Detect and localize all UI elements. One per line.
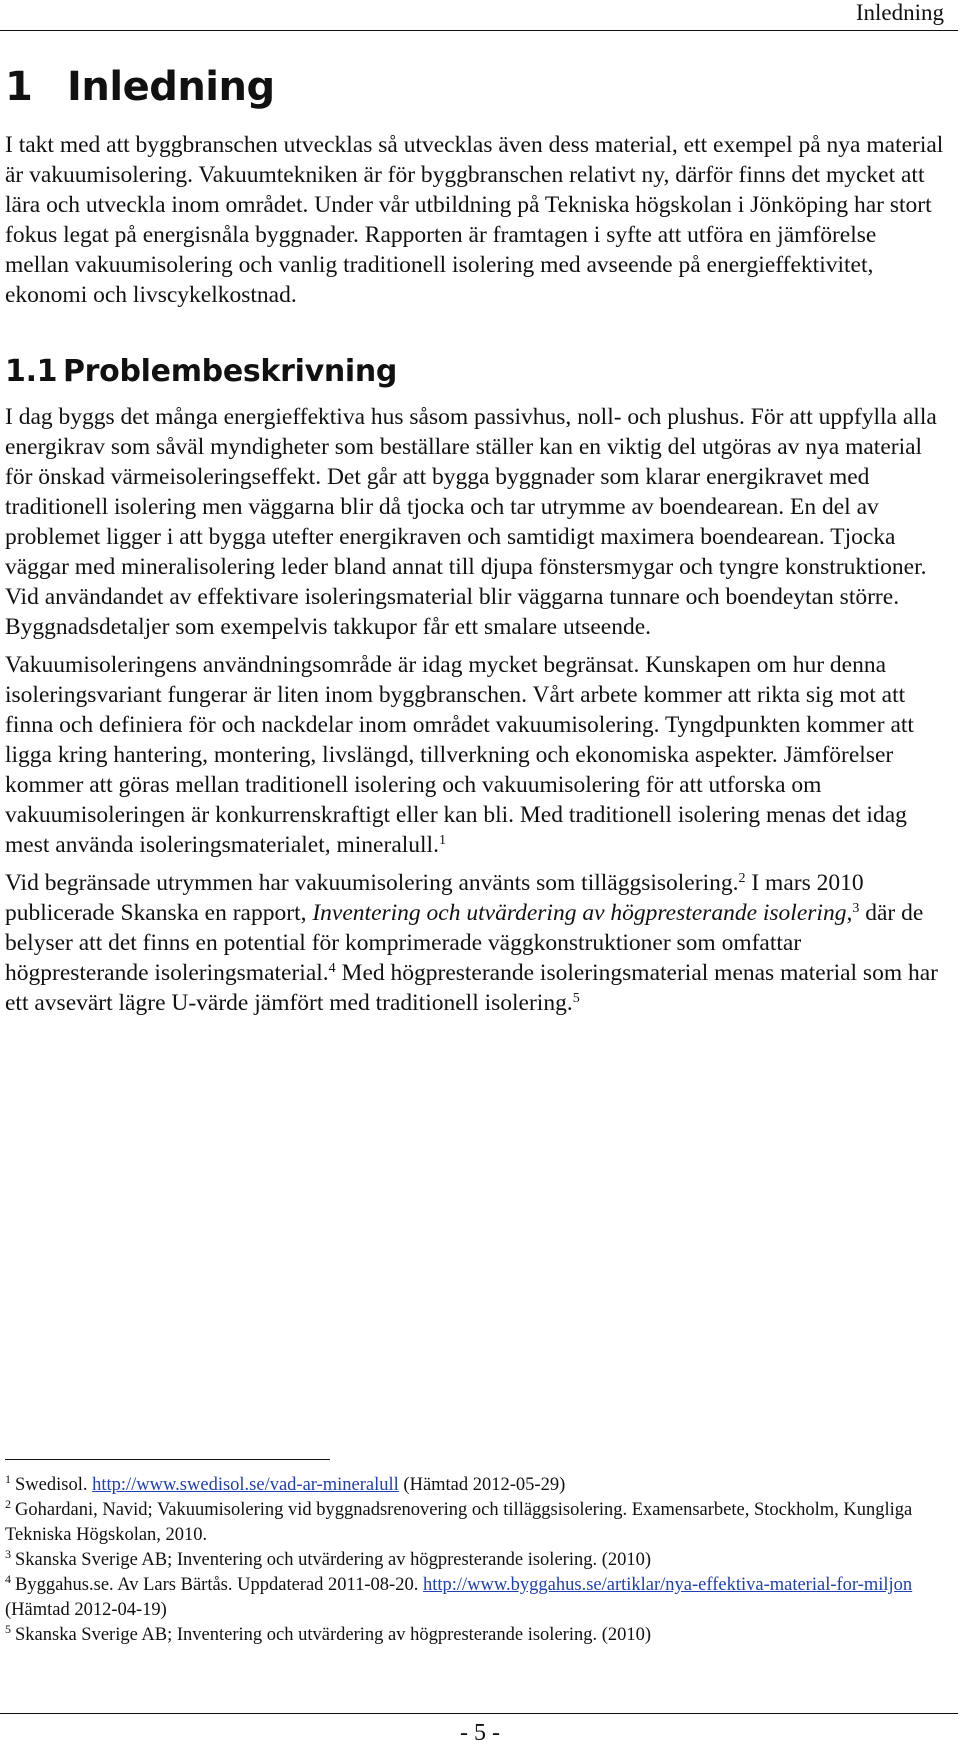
paragraph-text: där de belyser att det finns en potential för komprimerade väggkonstruktioner som omfattar högpresterande isoleringsmaterial. (5, 900, 924, 986)
footnote-text: (Hämtad 2012-04-19) (5, 1600, 167, 1620)
report-title: Inventering och utvärdering av högpresterande isolering (312, 900, 847, 926)
paragraph-text: Vid begränsade utrymmen har vakuumisolering använts som tilläggsisolering. (5, 870, 739, 896)
footnote (5, 1573, 945, 1623)
footnote-ref[interactable]: 2 (738, 871, 746, 886)
paragraph-text: , (846, 900, 853, 926)
paragraph-text: I mars 2010 publicerade Skanska en rapport, (5, 870, 864, 926)
section-paragraph-1: I dag byggs det många energieffektiva hus såsom passivhus, noll- och plushus. För att uppfylla alla energikrav som såväl myndigheter som beställare ställer kan en viktig del utgöras av nya material för önskad värmeisoleringseffekt. Det går att bygga byggnader som klarar energikravet med traditionell isolering men väggarna blir då tjocka och tar utrymme av boendearean. En del av problemet ligger i att bygga utefter energikraven och samtidigt maximera boendearean. Tjocka väggar med mineralisolering leder bland annat till djupa fönstersmygar och tyngre konstruktioner. Vid användandet av effektivare isoleringsmaterial blir väggarna tunnare och boendeytan större. Byggnadsdetaljer som exempelvis takkupor får ett smalare utseende. (5, 404, 937, 640)
footnote (5, 1623, 945, 1648)
footnote-text: Byggahus.se. Av Lars Bärtås. Uppdaterad 2011-08-20. (15, 1575, 423, 1595)
footnote-link[interactable]: http://www.swedisol.se/vad-ar-mineralull (92, 1475, 399, 1495)
paragraph-text: Vakuumisoleringens användningsområde är idag mycket begränsat. Kunskapen om hur denna isoleringsvariant fungerar är liten inom byggbranschen. Vårt arbete kommer att rikta sig mot att finna och definiera för och nackdelar inom området vakuumisolering. Tyngdpunkten kommer att ligga kring hantering, montering, livslängd, tillverkning och ekonomiska aspekter. Jämförelser kommer att göras mellan traditionell isolering och vakuumisolering för att utforska om vakuumisoleringen är konkurrenskraftigt eller kan bli. Med traditionell isolering menas det idag mest använda isoleringsmaterialet, mineralull. (5, 652, 914, 858)
footnotes (5, 1473, 945, 1648)
section-paragraph-3 (5, 868, 945, 1018)
footnote-ref[interactable]: 3 (852, 901, 860, 916)
footnote-number: 2 (5, 1497, 11, 1511)
footnote-text: Skanska Sverige AB; Inventering och utvärdering av högpresterande isolering. (2010) (15, 1625, 652, 1645)
footnote-ref[interactable]: 4 (328, 961, 336, 976)
footnote-text: Skanska Sverige AB; Inventering och utvärdering av högpresterande isolering. (2010) (15, 1550, 652, 1570)
footnote-number: 5 (5, 1622, 11, 1636)
footnote (5, 1473, 945, 1498)
footnote-text: Gohardani, Navid; Vakuumisolering vid byggnadsrenovering och tilläggsisolering. Examensarbete, Stockholm, Kungliga Tekniska Högskolan, 2010. (5, 1500, 913, 1545)
footnote-number: 4 (5, 1572, 11, 1586)
footnote-divider (5, 1459, 330, 1460)
footnote (5, 1498, 945, 1548)
footnote-number: 3 (5, 1547, 11, 1561)
section-number: 1.1 (5, 354, 58, 389)
header-divider (0, 30, 958, 31)
section-title: Problembeskrivning (63, 354, 398, 389)
running-header-title: Inledning (855, 0, 944, 25)
footnote-ref[interactable]: 1 (438, 833, 446, 848)
footnote-number: 1 (5, 1472, 11, 1486)
section-heading (5, 352, 945, 392)
footnote-link[interactable]: http://www.byggahus.se/artiklar/nya-effektiva-material-for-miljon (422, 1575, 913, 1595)
footnote-text: Swedisol. (15, 1475, 93, 1495)
footer-divider (0, 1713, 958, 1714)
page-content (5, 62, 945, 1018)
page-number: - 5 - (460, 1720, 500, 1746)
footnote (5, 1548, 945, 1573)
chapter-heading (5, 62, 945, 112)
footnote-ref[interactable]: 5 (572, 991, 580, 1006)
chapter-title: Inledning (67, 64, 275, 110)
chapter-number: 1 (5, 64, 33, 110)
section-paragraph-2 (5, 650, 945, 860)
footnote-text: (Hämtad 2012-05-29) (398, 1475, 566, 1495)
paragraph-text: Med högpresterande isoleringsmaterial menas material som har ett avsevärt lägre U-värde jämfört med traditionell isolering. (5, 960, 938, 1016)
chapter-paragraph: I takt med att byggbranschen utvecklas så utvecklas även dess material, ett exempel på nya material är vakuumisolering. Vakuumtekniken är för byggbranschen relativt ny, därför finns det mycket att lära och utveckla inom området. Under vår utbildning på Tekniska högskolan i Jönköping har stort fokus legat på energisnåla byggnader. Rapporten är framtagen i syfte att utföra en jämförelse mellan vakuumisolering och vanlig traditionell isolering med avseende på energieffektivitet, ekonomi och livscykelkostnad. (5, 132, 944, 308)
